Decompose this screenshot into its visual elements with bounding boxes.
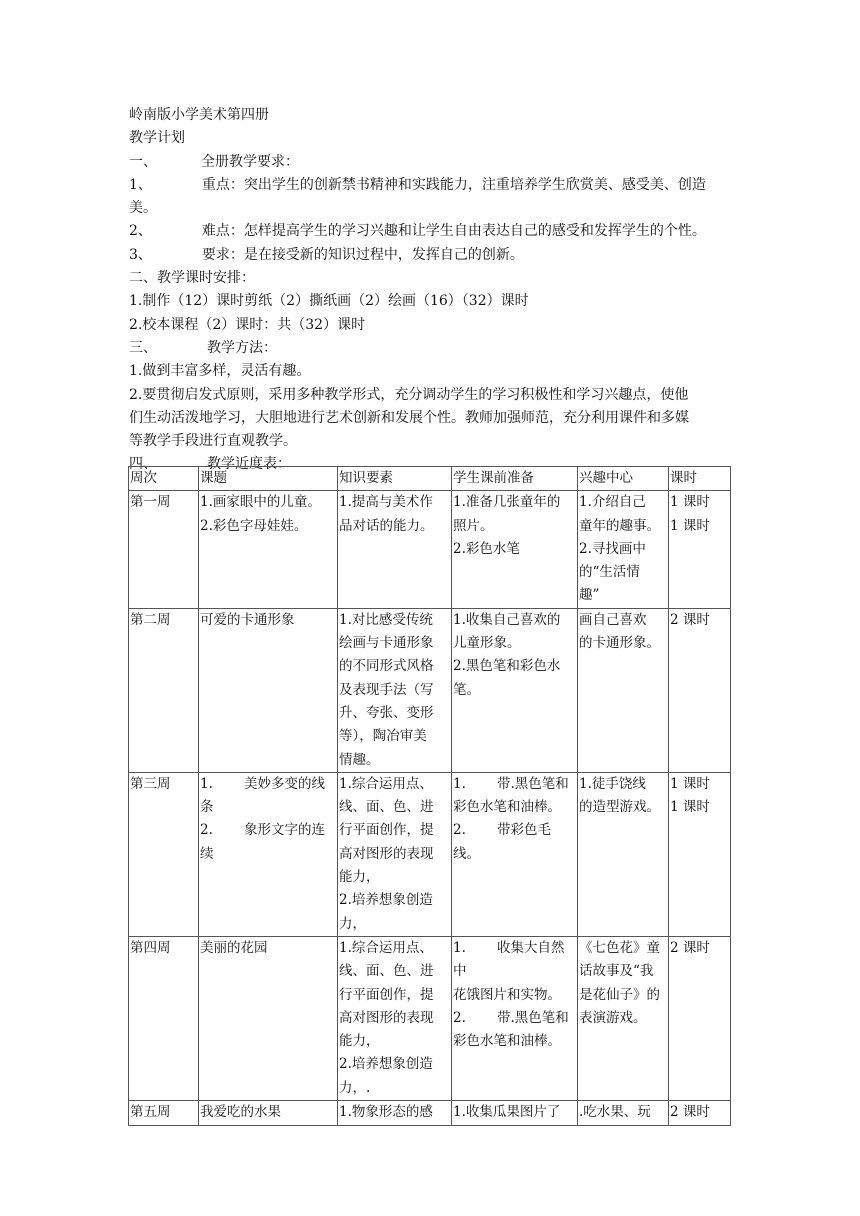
method-1: 1.做到丰富多样，灵活有趣。 <box>129 363 311 380</box>
knowledge-cell: 1.物象形态的感 <box>338 1101 452 1126</box>
doc-subtitle: 教学计划 <box>129 130 185 147</box>
table-row <box>129 608 731 772</box>
schedule-table <box>128 466 731 1126</box>
section-2-heading: 二、教学课时安排： <box>129 270 255 287</box>
interest-cell: 画自己喜欢 的卡通形象。 <box>578 608 669 772</box>
table-row <box>129 936 731 1100</box>
topic-cell: 美丽的花园 <box>199 936 338 1100</box>
requirement-1-continued: 美。 <box>129 200 157 217</box>
table-row <box>129 491 731 608</box>
header-week: 周次 <box>129 467 199 491</box>
section-4-heading: 四、 教学近度表： <box>129 456 291 473</box>
hours-cell: 2 课时 <box>669 936 731 1100</box>
table-row <box>129 772 731 936</box>
method-2-line-c: 等教学手段进行直观教学。 <box>129 433 297 450</box>
doc-title: 岭南版小学美术第四册 <box>129 107 269 123</box>
week-cell: 第一周 <box>129 491 199 608</box>
table-header-row <box>129 467 731 491</box>
hours-line-2: 2.校本课程（2）课时：共（32）课时 <box>129 316 366 333</box>
knowledge-cell: 1.综合运用点、 线、面、色、进 行平面创作，提 高对图形的表现 能力， 2.培养想象创造 力， <box>338 772 452 936</box>
interest-cell: 1.介绍自己 童年的趣事。 2.寻找画中 的“生活情 趣” <box>578 491 669 608</box>
hours-cell: 1 课时 1 课时 <box>669 491 731 608</box>
requirement-1: 1、 重点：突出学生的创新禁书精神和实践能力，注重培养学生欣赏美、感受美、创造 <box>129 176 706 193</box>
week-cell: 第五周 <box>129 1101 199 1126</box>
topic-cell: 我爱吃的水果 <box>199 1101 338 1126</box>
topic-cell: 可爱的卡通形象 <box>199 608 338 772</box>
table-row <box>129 1101 731 1126</box>
topic-cell: 1.画家眼中的儿童。 2.彩色字母娃娃。 <box>199 491 338 608</box>
hours-cell: 2 课时 <box>669 1101 731 1126</box>
knowledge-cell: 1.综合运用点、 线、面、色、进 行平面创作，提 高对图形的表现 能力， 2.培养想象创造 力，. <box>338 936 452 1100</box>
knowledge-cell: 1.对比感受传统 绘画与卡通形象 的不同形式风格 及表现手法（写 升、夸张、变形 等），陶冶审美 情趣。 <box>338 608 452 772</box>
prep-cell: 1.准备几张童年的 照片。 2.彩色水笔 <box>452 491 578 608</box>
method-2-line-a: 2.要贯彻启发式原则，采用多种教学形式，充分调动学生的学习积极性和学习兴趣点，使他 <box>129 386 689 403</box>
knowledge-cell: 1.提高与美术作 品对话的能力。 <box>338 491 452 608</box>
section-1-heading: 一、 全册教学要求： <box>129 153 299 170</box>
requirement-2: 2、 难点：怎样提高学生的学习兴趣和让学生自由表达自己的感受和发挥学生的个性。 <box>129 223 706 240</box>
interest-cell: 《七色花》童 话故事及“我 是花仙子》的 表演游戏。 <box>578 936 669 1100</box>
week-cell: 第二周 <box>129 608 199 772</box>
method-2-line-b: 们生动活泼地学习，大胆地进行艺术创新和发展个性。教师加强师范，充分利用课件和多媒 <box>129 409 689 426</box>
prep-cell: 1.收集自己喜欢的 儿童形象。 2.黑色笔和彩色水 笔。 <box>452 608 578 772</box>
topic-cell: 1. 美妙多变的线 条 2. 象形文字的连 续 <box>199 772 338 936</box>
header-topic: 课题 <box>199 467 338 491</box>
interest-cell: 1.徒手饶线 的造型游戏。 <box>578 772 669 936</box>
document-body <box>129 104 731 477</box>
header-knowledge: 知识要素 <box>338 467 452 491</box>
header-hours: 课时 <box>669 467 731 491</box>
hours-cell: 1 课时 1 课时 <box>669 772 731 936</box>
requirement-3: 3、 要求：是在接受新的知识过程中，发挥自己的创新。 <box>129 246 524 263</box>
section-3-heading: 三、 教学方法： <box>129 339 277 356</box>
week-cell: 第四周 <box>129 936 199 1100</box>
hours-cell: 2 课时 <box>669 608 731 772</box>
week-cell: 第三周 <box>129 772 199 936</box>
prep-cell: 1.收集瓜果图片了 <box>452 1101 578 1126</box>
header-prep: 学生课前准备 <box>452 467 578 491</box>
hours-line-1: 1.制作（12）课时剪纸（2）撕纸画（2）绘画（16）（32）课时 <box>129 293 529 310</box>
header-interest: 兴趣中心 <box>578 467 669 491</box>
prep-cell: 1. 带.黑色笔和 彩色水笔和油棒。 2. 带彩色毛线。 <box>452 772 578 936</box>
interest-cell: .吃水果、玩 <box>578 1101 669 1126</box>
prep-cell: 1. 收集大自然中 花饿图片和实物。 2. 带.黑色笔和 彩色水笔和油棒。 <box>452 936 578 1100</box>
